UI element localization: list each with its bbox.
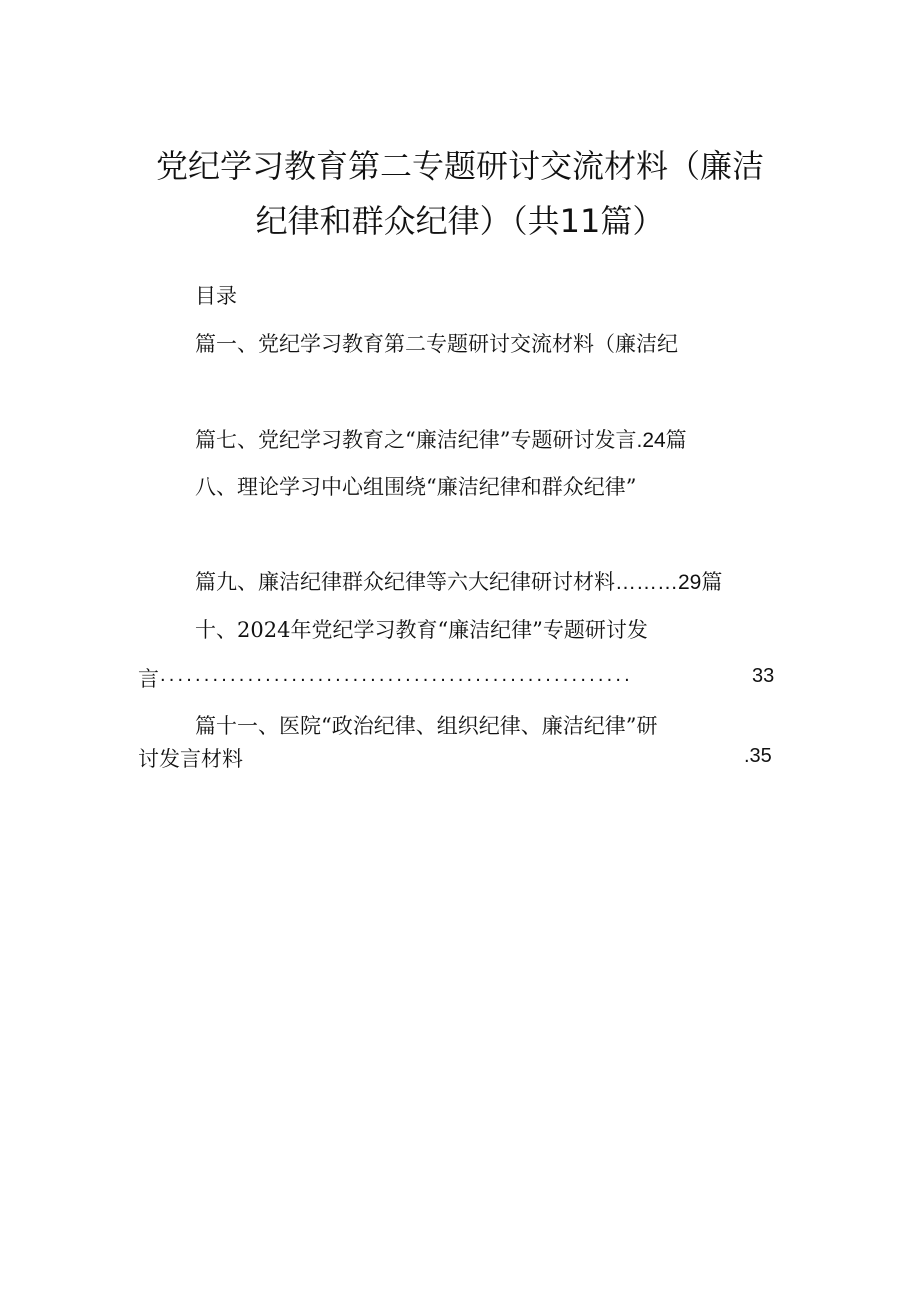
toc-entry-1: 篇一、党纪学习教育第二专题研讨交流材料（廉洁纪	[195, 332, 678, 356]
toc-heading: 目录	[195, 284, 237, 308]
toc-entry-10: 十、2024年党纪学习教育“廉洁纪律”专题研讨发	[195, 618, 648, 642]
toc-entry-11-page: .35	[744, 745, 772, 767]
toc-entry-9-page: 29篇	[678, 571, 723, 594]
toc-entry-8: 八、理论学习中心组围绕“廉洁纪律和群众纪律”	[195, 475, 637, 499]
toc-entry-10-page: 33	[752, 665, 775, 687]
document-title-line2: 纪律和群众纪律）（共11篇）	[255, 202, 665, 240]
toc-entry-7	[195, 424, 687, 454]
toc-entry-11: 篇十一、医院“政治纪律、组织纪律、廉洁纪律”研	[195, 714, 658, 738]
toc-entry-10-continued: 言	[138, 667, 159, 691]
toc-entry-9-text: 篇九、廉洁纪律群众纪律等六大纪律研讨材料	[195, 570, 615, 594]
toc-entry-7-page: .24篇	[636, 429, 687, 452]
toc-entry-9	[195, 566, 722, 596]
toc-entry-11-continued: 讨发言材料	[138, 747, 243, 771]
toc-entry-10-leader-dots: ......................................................	[160, 664, 633, 686]
toc-entry-9-dots: ………	[615, 571, 678, 594]
document-title-line1: 党纪学习教育第二专题研讨交流材料（廉洁	[155, 147, 764, 185]
toc-entry-7-text: 篇七、党纪学习教育之“廉洁纪律”专题研讨发言	[195, 428, 637, 452]
